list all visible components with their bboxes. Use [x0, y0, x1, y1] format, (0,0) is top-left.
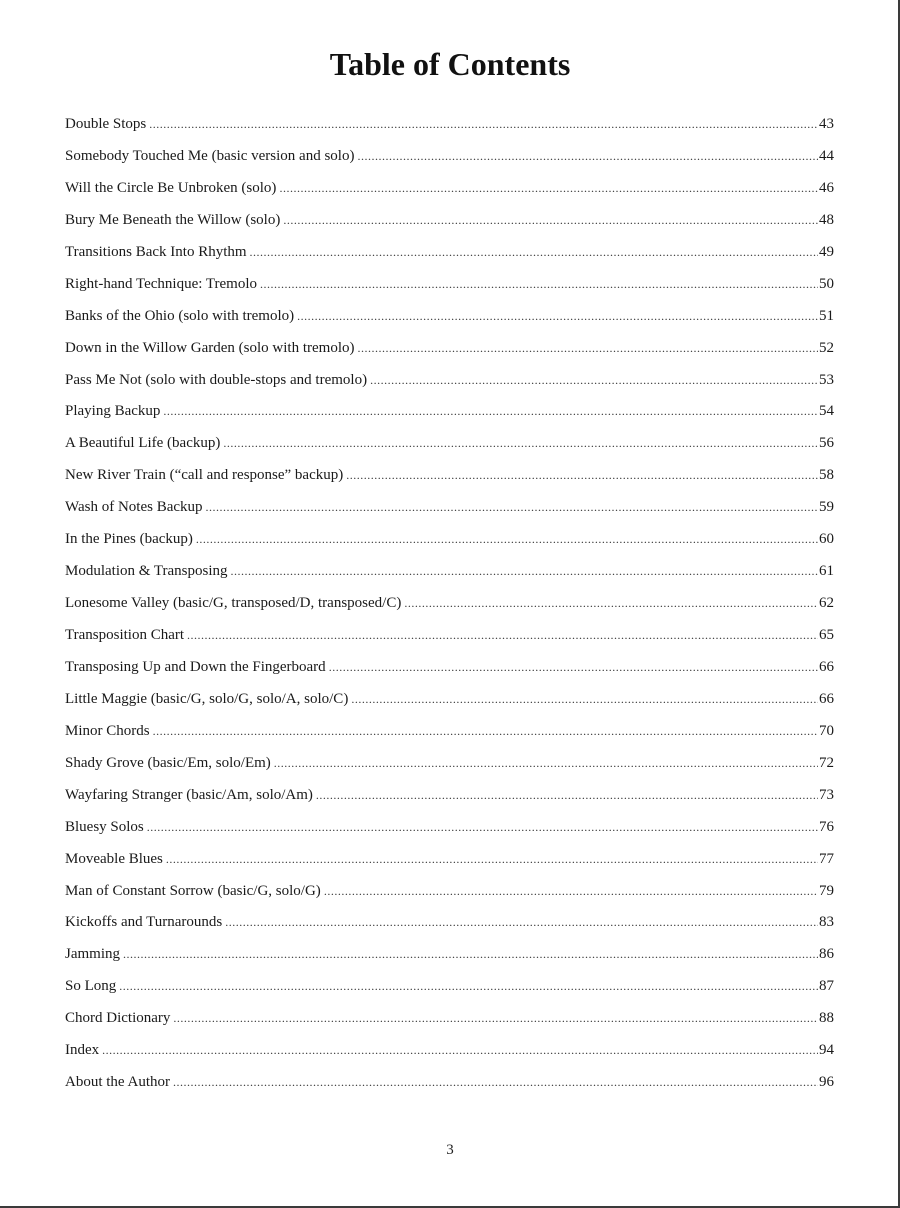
- toc-entry: [65, 783, 834, 815]
- toc-entry-page: 60: [819, 531, 834, 548]
- toc-entry: [65, 623, 834, 655]
- toc-leader-dots: [260, 272, 818, 296]
- toc-leader-dots: [166, 847, 818, 871]
- toc-entry-page: 83: [819, 914, 834, 931]
- toc-entry-page: 77: [819, 850, 834, 867]
- toc-entry-title: Bury Me Beneath the Willow (solo): [65, 211, 281, 228]
- toc-entry: [65, 144, 834, 176]
- toc-entry-title: Playing Backup: [65, 403, 161, 420]
- toc-leader-dots: [163, 399, 818, 423]
- toc-entry-page: 96: [819, 1074, 834, 1091]
- toc-entry: [65, 112, 834, 144]
- toc-entry-title: Little Maggie (basic/G, solo/G, solo/A, solo/C): [65, 690, 349, 707]
- toc-entry-title: Somebody Touched Me (basic version and solo): [65, 147, 355, 164]
- toc-entry: [65, 527, 834, 559]
- toc-entry-page: 52: [819, 339, 834, 356]
- toc-entry-title: Shady Grove (basic/Em, solo/Em): [65, 754, 271, 771]
- toc-leader-dots: [274, 751, 818, 775]
- toc-entry: [65, 815, 834, 847]
- toc-entry-title: New River Train (“call and response” backup): [65, 467, 344, 484]
- toc-entry-page: 66: [819, 690, 834, 707]
- toc-entry: [65, 272, 834, 304]
- toc-entry-page: 94: [819, 1042, 834, 1059]
- toc-entry-page: 86: [819, 946, 834, 963]
- toc-entry-page: 72: [819, 754, 834, 771]
- toc-entry-title: So Long: [65, 978, 117, 995]
- toc-entry: [65, 368, 834, 400]
- toc-entry-title: Pass Me Not (solo with double-stops and tremolo): [65, 371, 368, 388]
- toc-entry-page: 58: [819, 467, 834, 484]
- toc-entry-page: 48: [819, 211, 834, 228]
- toc-entry-title: Index: [65, 1042, 100, 1059]
- toc-entry-title: Moveable Blues: [65, 850, 163, 867]
- toc-leader-dots: [279, 176, 818, 200]
- toc-entry: [65, 399, 834, 431]
- page-title: Table of Contents: [329, 46, 571, 82]
- toc-entry: [65, 687, 834, 719]
- toc-entry: [65, 847, 834, 879]
- toc-entry-page: 76: [819, 818, 834, 835]
- toc-entry: [65, 176, 834, 208]
- toc-entry-page: 44: [819, 147, 834, 164]
- toc-entry: [65, 591, 834, 623]
- page-number: 3: [446, 1142, 454, 1158]
- toc-leader-dots: [324, 879, 818, 903]
- toc-entry-page: 70: [819, 722, 834, 739]
- toc-entry-page: 50: [819, 275, 834, 292]
- toc-entry-title: Banks of the Ohio (solo with tremolo): [65, 307, 295, 324]
- toc-entry-title: Double Stops: [65, 116, 147, 132]
- toc-entry-title: Jamming: [65, 946, 120, 963]
- toc-entry-page: 46: [819, 179, 834, 196]
- toc-leader-dots: [370, 368, 818, 392]
- toc-entry-page: 53: [819, 371, 834, 388]
- toc-leader-dots: [225, 910, 818, 934]
- toc-entry: [65, 942, 834, 974]
- toc-leader-dots: [149, 112, 818, 136]
- toc-leader-dots: [351, 687, 818, 711]
- toc-leader-dots: [250, 240, 818, 264]
- toc-entry: [65, 495, 834, 527]
- toc-leader-dots: [153, 719, 818, 743]
- toc-entry-title: Transitions Back Into Rhythm: [65, 243, 247, 260]
- toc-entry-title: Lonesome Valley (basic/G, transposed/D, transposed/C): [65, 595, 402, 612]
- toc-entry: [65, 879, 834, 911]
- toc-entry-page: 62: [819, 595, 834, 612]
- toc-entry-title: Kickoffs and Turnarounds: [65, 914, 223, 931]
- toc-entry: [65, 1006, 834, 1038]
- toc-entry: [65, 910, 834, 942]
- table-of-contents: [65, 112, 834, 1102]
- toc-leader-dots: [196, 527, 818, 551]
- toc-entry-page: 51: [819, 307, 834, 324]
- toc-entry-title: Wash of Notes Backup: [65, 499, 203, 516]
- toc-leader-dots: [173, 1070, 818, 1094]
- toc-entry-page: 66: [819, 658, 834, 675]
- toc-leader-dots: [357, 144, 818, 168]
- toc-leader-dots: [404, 591, 818, 615]
- toc-leader-dots: [283, 208, 818, 232]
- toc-entry-title: A Beautiful Life (backup): [65, 435, 221, 452]
- toc-entry: [65, 304, 834, 336]
- toc-leader-dots: [102, 1038, 818, 1062]
- toc-leader-dots: [297, 304, 818, 328]
- toc-entry-page: 65: [819, 627, 834, 643]
- toc-entry-title: In the Pines (backup): [65, 531, 193, 548]
- toc-entry-title: Man of Constant Sorrow (basic/G, solo/G): [65, 882, 321, 899]
- toc-entry-title: Down in the Willow Garden (solo with tremolo): [65, 339, 355, 356]
- toc-entry: [65, 431, 834, 463]
- toc-entry: [65, 240, 834, 272]
- toc-entry-page: 59: [819, 499, 834, 516]
- toc-entry: [65, 974, 834, 1006]
- toc-entry: [65, 655, 834, 687]
- toc-leader-dots: [231, 559, 818, 583]
- toc-entry-page: 73: [819, 786, 834, 803]
- toc-leader-dots: [358, 336, 819, 360]
- toc-entry-page: 56: [819, 435, 834, 452]
- toc-entry-title: Chord Dictionary: [65, 1010, 171, 1027]
- toc-leader-dots: [316, 783, 818, 807]
- toc-leader-dots: [173, 1006, 818, 1030]
- toc-entry-title: Bluesy Solos: [65, 818, 144, 835]
- toc-entry-page: 43: [819, 116, 834, 132]
- toc-entry-page: 88: [819, 1010, 834, 1027]
- toc-entry-title: Transposing Up and Down the Fingerboard: [65, 658, 326, 675]
- toc-entry-title: Transposition Chart: [65, 627, 185, 643]
- toc-entry-page: 61: [819, 563, 834, 580]
- toc-entry: [65, 208, 834, 240]
- toc-entry: [65, 1038, 834, 1070]
- toc-leader-dots: [119, 974, 818, 998]
- toc-entry-title: About the Author: [65, 1074, 170, 1091]
- toc-entry-title: Minor Chords: [65, 722, 150, 739]
- toc-entry: [65, 559, 834, 591]
- toc-entry-page: 79: [819, 882, 834, 899]
- toc-entry-page: 54: [819, 403, 834, 420]
- toc-entry: [65, 719, 834, 751]
- toc-leader-dots: [346, 463, 818, 487]
- toc-entry-title: Modulation & Transposing: [65, 563, 228, 580]
- toc-entry: [65, 336, 834, 368]
- toc-entry-title: Right-hand Technique: Tremolo: [65, 275, 257, 292]
- toc-entry-page: 87: [819, 978, 834, 995]
- toc-entry-page: 49: [819, 243, 834, 260]
- toc-entry-title: Will the Circle Be Unbroken (solo): [65, 179, 277, 196]
- toc-entry-title: Wayfaring Stranger (basic/Am, solo/Am): [65, 786, 313, 803]
- toc-leader-dots: [329, 655, 818, 679]
- toc-leader-dots: [206, 495, 818, 519]
- toc-entry: [65, 1070, 834, 1102]
- toc-leader-dots: [123, 942, 818, 966]
- toc-entry: [65, 751, 834, 783]
- toc-leader-dots: [147, 815, 818, 839]
- toc-leader-dots: [187, 623, 818, 647]
- toc-entry: [65, 463, 834, 495]
- toc-leader-dots: [223, 431, 818, 455]
